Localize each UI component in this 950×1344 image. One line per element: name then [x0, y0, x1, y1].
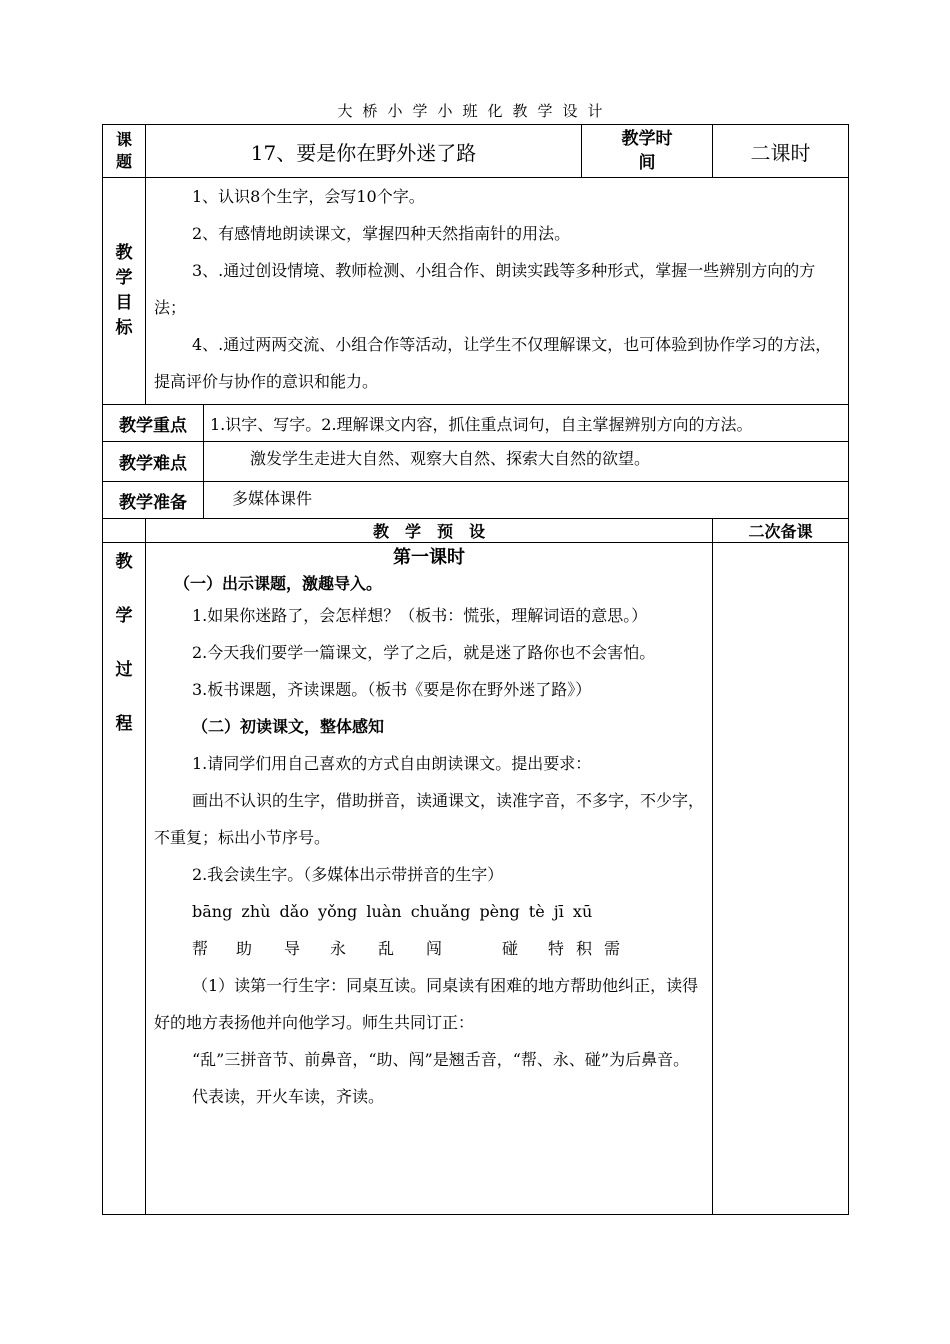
- process-char-2: 学: [115, 606, 133, 626]
- objective-3: 3、.通过创设情境、教师检测、小组合作、朗读实践等多种形式，掌握一些辨别方向的方法；: [154, 261, 816, 317]
- objective-4: 4、.通过两两交流、小组合作等活动，让学生不仅理解课文，也可体验到协作学习的方法，提高评价与协作的意识和能力。: [154, 335, 832, 391]
- difficulty-label: 教学难点: [103, 442, 204, 482]
- section-2-item-2: 画出不认识的生字，借助拼音，读通课文，读准字音，不多字，不少字，不重复；标出小节序号。: [154, 791, 705, 847]
- prep-text: 多媒体课件: [204, 482, 849, 519]
- objective-2: 2、有感情地朗读课文，掌握四种天然指南针的用法。: [192, 224, 571, 243]
- char: 永: [330, 939, 347, 958]
- section-1-item-3: 3.板书课题，齐读课题。（板书《要是你在野外迷了路》）: [192, 680, 592, 699]
- topic-label: 课题: [103, 125, 146, 178]
- school-header: 大桥小学小班化教学设计: [337, 102, 613, 120]
- char: 助: [236, 939, 253, 958]
- char: 特: [548, 939, 565, 958]
- char: 闯: [426, 939, 443, 958]
- key-text: 1.识字、写字。2.理解课文内容，抓住重点词句，自主掌握辨别方向的方法。: [204, 405, 849, 442]
- time-value: 二课时: [713, 125, 849, 178]
- section-2-item-6: 代表读，开火车读，齐读。: [192, 1087, 385, 1106]
- difficulty-text: 激发学生走进大自然、观察大自然、探索大自然的欲望。: [204, 442, 849, 482]
- char: 帮: [192, 939, 209, 958]
- process-content: [146, 543, 713, 1215]
- time-label: 教学时间: [582, 125, 713, 178]
- objectives-label: 教学目标: [103, 178, 146, 405]
- key-label: 教学重点: [103, 405, 204, 442]
- process-char-4: 程: [115, 714, 133, 734]
- pinyin-line: bāng zhù dǎo yǒng luàn chuǎng pèng tè jī xū: [192, 902, 593, 921]
- prep-label: 教学准备: [103, 482, 204, 519]
- blank-cell: [103, 519, 146, 543]
- lesson-topic: 17、要是你在野外迷了路: [146, 125, 582, 178]
- char: 需: [604, 939, 621, 958]
- objectives-list: [146, 178, 849, 405]
- char: 积: [576, 939, 593, 958]
- lesson-title: 第一课时: [393, 547, 465, 568]
- preset-label: 教 学 预 设: [146, 519, 713, 543]
- objective-1: 1、认识8个生字，会写10个字。: [192, 187, 425, 206]
- section-1-item-1: 1.如果你迷路了，会怎样想？（板书：慌张，理解词语的意思。）: [192, 606, 648, 625]
- section-2-item-4: （1）读第一行生字：同桌互读。同桌读有困难的地方帮助他纠正，读得好的地方表扬他并向他学习。师生共同订正：: [154, 976, 699, 1032]
- section-2-item-1: 1.请同学们用自己喜欢的方式自由朗读课文。提出要求：: [192, 754, 592, 773]
- char: 碰: [502, 939, 519, 958]
- section-2-item-5: “乱”三拼音节、前鼻音，“助、闯”是翘舌音，“帮、永、碰”为后鼻音。: [192, 1050, 690, 1069]
- char: 乱: [378, 939, 395, 958]
- section-2-heading: （二）初读课文，整体感知: [192, 717, 385, 736]
- second-prep-label: 二次备课: [713, 519, 849, 543]
- lesson-plan-table: [102, 124, 849, 1215]
- second-prep-area: [713, 543, 849, 1215]
- section-2-item-3: 2.我会读生字。（多媒体出示带拼音的生字）: [192, 865, 504, 884]
- char: 导: [284, 939, 301, 958]
- process-char-1: 教: [115, 552, 133, 572]
- section-1-item-2: 2.今天我们要学一篇课文，学了之后，就是迷了路你也不会害怕。: [192, 643, 656, 662]
- process-label: [103, 543, 146, 1215]
- section-1-heading: （一）出示课题，激趣导入。: [174, 574, 383, 593]
- characters-line: [154, 930, 704, 967]
- process-char-3: 过: [115, 660, 133, 680]
